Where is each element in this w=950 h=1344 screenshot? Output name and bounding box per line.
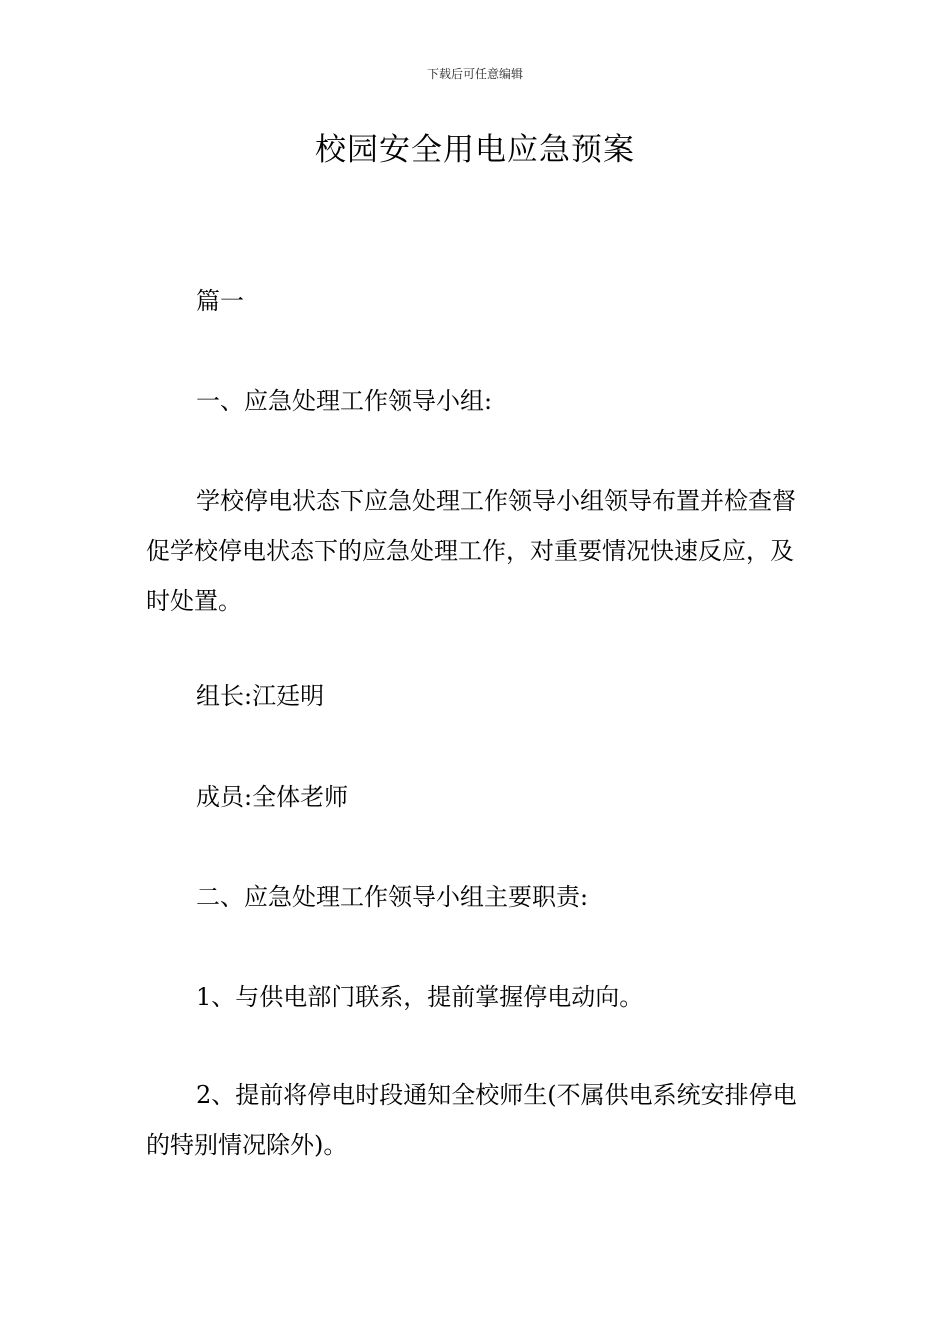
responsibility-item-2: 2、提前将停电时段通知全校师生(不属供电系统安排停电的特别情况除外)。 bbox=[146, 1081, 797, 1159]
section-label: 篇一 bbox=[196, 287, 244, 315]
paragraph-group-duties-summary: 学校停电状态下应急处理工作领导小组领导布置并检查督促学校停电状态下的应急处理工作，对重要情况快速反应，及时处置。 bbox=[146, 487, 796, 615]
group-leader-line: 组长:江廷明 bbox=[196, 682, 325, 710]
document-title: 校园安全用电应急预案 bbox=[315, 132, 635, 168]
heading-main-responsibilities: 二、应急处理工作领导小组主要职责: bbox=[196, 883, 589, 911]
heading-leadership-group: 一、应急处理工作领导小组: bbox=[196, 387, 493, 415]
group-members-line: 成员:全体老师 bbox=[196, 783, 349, 811]
header-note: 下载后可任意编辑 bbox=[426, 67, 523, 81]
responsibility-item-1: 1、与供电部门联系，提前掌握停电动向。 bbox=[196, 983, 644, 1011]
